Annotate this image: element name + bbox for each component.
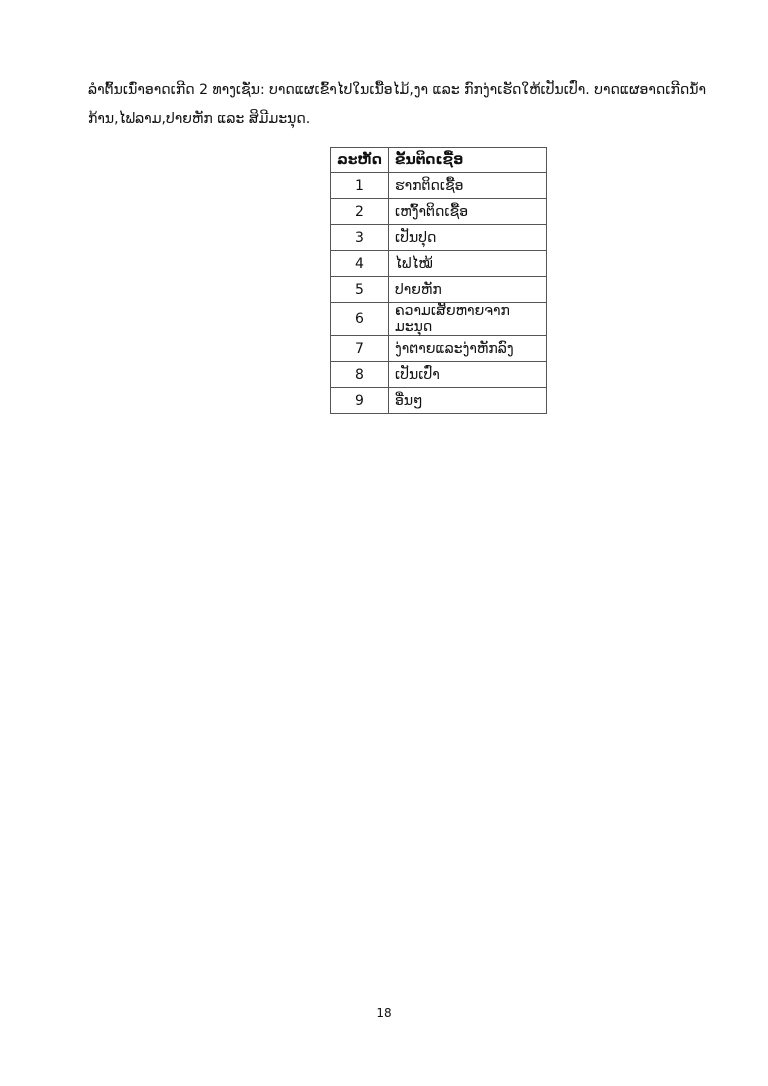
row-stage: ໄຟໄໝ້ xyxy=(389,251,547,277)
row-code: 8 xyxy=(331,362,389,388)
paragraph-line-1: ລຳຕົ້ນເນົ່າອາດເກີດ 2 ທາງເຊັ່ນ: ບາດແຜເຂົ້າໄປໃນເນື້ອໄມ້,ງາ ແລະ ກົກງ່າເຮັດໃຫ້ເປັນເປົ່າ. ບາດແຜອາດເກີດນ້ຳ xyxy=(88,82,707,98)
page-number: 18 xyxy=(376,1006,392,1020)
infection-stage-table xyxy=(330,147,547,414)
row-stage: ອື່ນໆ xyxy=(389,388,547,414)
row-code: 7 xyxy=(331,336,389,362)
table-row xyxy=(331,336,547,362)
row-code: 5 xyxy=(331,277,389,303)
row-stage: ເປັນເປົ່າ xyxy=(389,362,547,388)
row-stage: ຄວາມເສັຍຫາຍຈາກມະນຸດ xyxy=(389,303,547,336)
row-code: 1 xyxy=(331,173,389,199)
row-stage: ງ່າຕາຍແລະງ່າຫັກລົງ xyxy=(389,336,547,362)
body-paragraph xyxy=(88,76,707,134)
table-row xyxy=(331,199,547,225)
table-row xyxy=(331,362,547,388)
table-row xyxy=(331,303,547,336)
header-infection-stage: ຂັ້ນຕິດເຊື້ອ xyxy=(389,148,547,173)
table-header-row xyxy=(331,148,547,173)
table-row xyxy=(331,388,547,414)
row-stage: ເຫງົ້າຕິດເຊື້ອ xyxy=(389,199,547,225)
row-code: 9 xyxy=(331,388,389,414)
row-stage: ຮາກຕິດເຊື້ອ xyxy=(389,173,547,199)
table-row xyxy=(331,225,547,251)
table-row xyxy=(331,251,547,277)
paragraph-line-2: ກ້ານ,ໄຟລາມ,ປາຍຫັກ ແລະ ສິມີມະນຸດ. xyxy=(88,111,311,127)
table-row xyxy=(331,277,547,303)
row-code: 4 xyxy=(331,251,389,277)
row-code: 3 xyxy=(331,225,389,251)
row-code: 2 xyxy=(331,199,389,225)
row-stage: ເປັນປຸດ xyxy=(389,225,547,251)
row-code: 6 xyxy=(331,303,389,336)
header-code: ລະຫັດ xyxy=(331,148,389,173)
table-row xyxy=(331,173,547,199)
row-stage: ປາຍຫັກ xyxy=(389,277,547,303)
